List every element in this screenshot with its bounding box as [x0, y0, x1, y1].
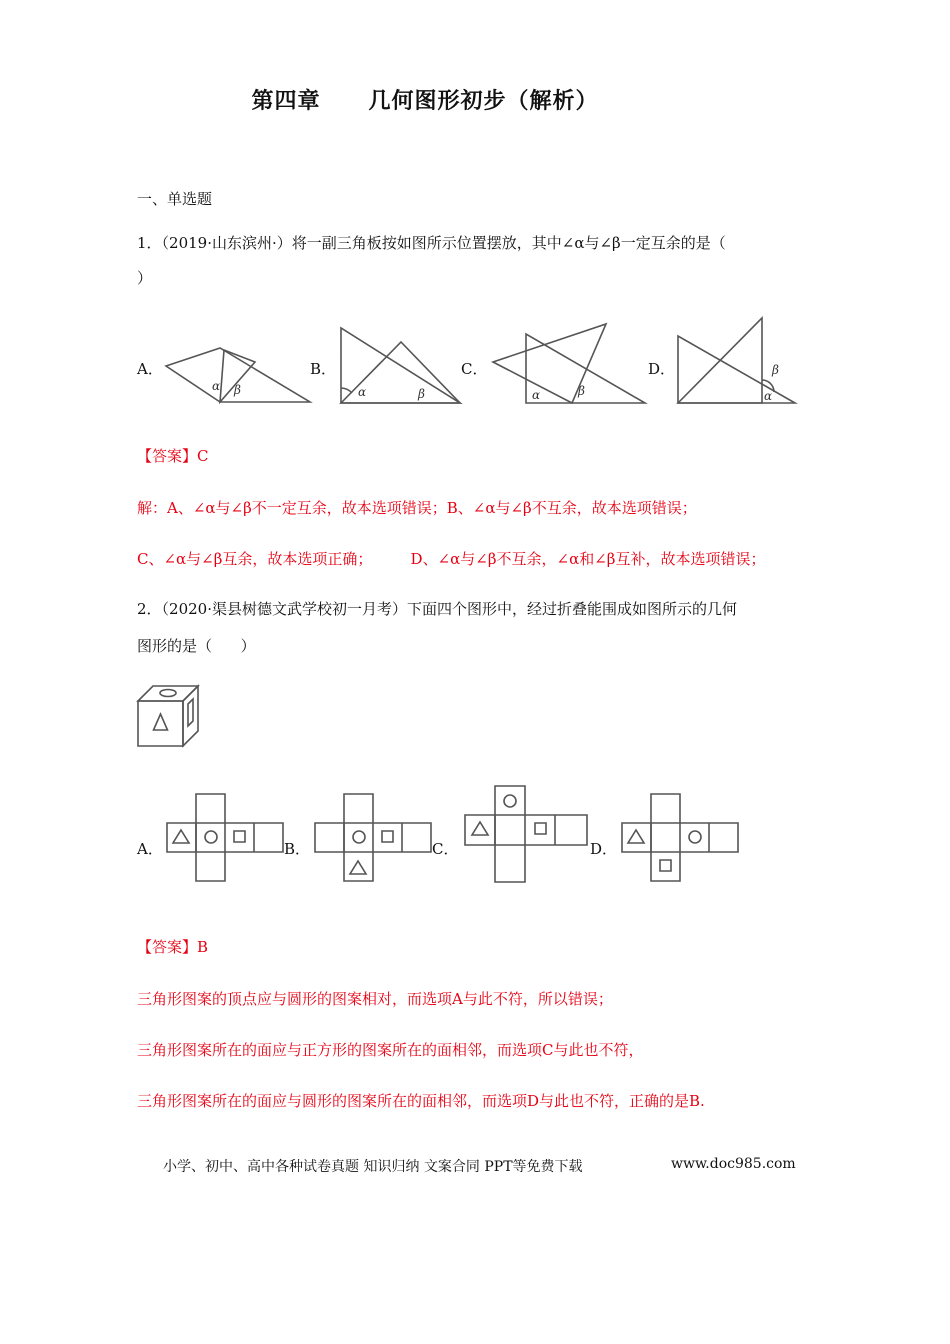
beta-label: β	[772, 363, 779, 377]
beta-label: β	[418, 387, 425, 401]
triangle-shape	[526, 334, 645, 403]
q2-option-b-label: B．	[284, 840, 311, 858]
beta-label: β	[578, 384, 585, 398]
chapter-name: 几何图形初步（解析）	[368, 89, 599, 114]
circle-icon	[689, 831, 701, 843]
q1-figure-d	[675, 316, 801, 406]
circle-icon	[504, 795, 516, 807]
q1-stem-line2: ）	[137, 269, 153, 287]
q2-net-c	[463, 784, 591, 884]
circle-icon	[205, 831, 217, 843]
q1-option-b-label: B．	[310, 360, 337, 378]
q2-answer: 【答案】B	[137, 938, 209, 956]
q2-stem-line1: 2．（2020·渠县树德文武学校初一月考）下面四个图形中，经过折叠能围成如图所示的几何	[137, 600, 737, 618]
q1-figure-c	[490, 322, 650, 406]
q2-net-a	[165, 792, 287, 884]
footer-link[interactable]: www.doc985.com	[671, 1156, 796, 1172]
cube-front-face	[138, 701, 183, 746]
q1-option-c-label: C．	[461, 360, 488, 378]
triangle-icon	[350, 861, 366, 874]
q2-option-d-label: D．	[590, 840, 618, 858]
square-icon	[535, 823, 546, 834]
chapter-label: 第四章	[251, 89, 321, 114]
square-icon	[660, 860, 671, 871]
triangle-shape	[678, 318, 762, 403]
beta-label: β	[234, 383, 241, 397]
triangle-icon	[628, 830, 644, 843]
q2-option-a-label: A．	[137, 840, 163, 858]
q1-stem-line1: 1．（2019·山东滨州·）将一副三角板按如图所示位置摆放，其中∠α与∠β一定互余的是（	[137, 234, 726, 252]
section-heading: 一、单选题	[137, 190, 213, 208]
footer-text: 小学、初中、高中各种试卷真题 知识归纳 文案合同 PPT等免费下载	[163, 1159, 583, 1175]
triangle-shape	[493, 324, 606, 403]
cube-side-face	[183, 686, 198, 746]
triangle-icon	[472, 822, 488, 835]
q2-explanation-2: 三角形图案所在的面应与正方形的图案所在的面相邻，而选项C与此也不符，	[137, 1041, 644, 1059]
triangle-icon	[154, 714, 168, 730]
circle-icon	[160, 690, 176, 697]
q2-net-b	[313, 792, 435, 884]
q1-figure-a	[160, 340, 315, 406]
alpha-label: α	[212, 379, 221, 393]
q2-explanation-3: 三角形图案所在的面应与圆形的图案所在的面相邻，而选项D与此也不符，正确的是B.	[137, 1092, 705, 1110]
square-icon	[234, 831, 245, 842]
alpha-label: α	[532, 388, 541, 402]
alpha-label: α	[358, 385, 367, 399]
page-title	[0, 84, 850, 115]
q2-stem-line2: 图形的是（ ）	[137, 637, 256, 655]
circle-icon	[353, 831, 365, 843]
triangle-icon	[173, 830, 189, 843]
square-icon	[382, 831, 393, 842]
q1-option-a-label: A．	[137, 360, 163, 378]
q1-figure-b	[338, 326, 464, 406]
q2-net-d	[620, 792, 742, 884]
angle-arc	[341, 388, 352, 393]
q1-answer: 【答案】C	[137, 447, 209, 465]
q2-option-c-label: C．	[432, 840, 459, 858]
q1-explanation-1: 解：A、∠α与∠β不一定互余，故本选项错误；B、∠α与∠β不互余，故本选项错误；	[137, 499, 697, 517]
cube-top-face	[138, 686, 198, 701]
alpha-label: α	[764, 389, 773, 403]
q2-explanation-1: 三角形图案的顶点应与圆形的图案相对，而选项A与此不符，所以错误；	[137, 990, 613, 1008]
square-icon	[188, 699, 193, 726]
q1-option-d-label: D．	[648, 360, 676, 378]
q1-explanation-2: C、∠α与∠β互余，故本选项正确； D、∠α与∠β不互余，∠α和∠β互补，故本选项错误；	[137, 550, 766, 568]
q2-cube-figure	[136, 684, 202, 748]
